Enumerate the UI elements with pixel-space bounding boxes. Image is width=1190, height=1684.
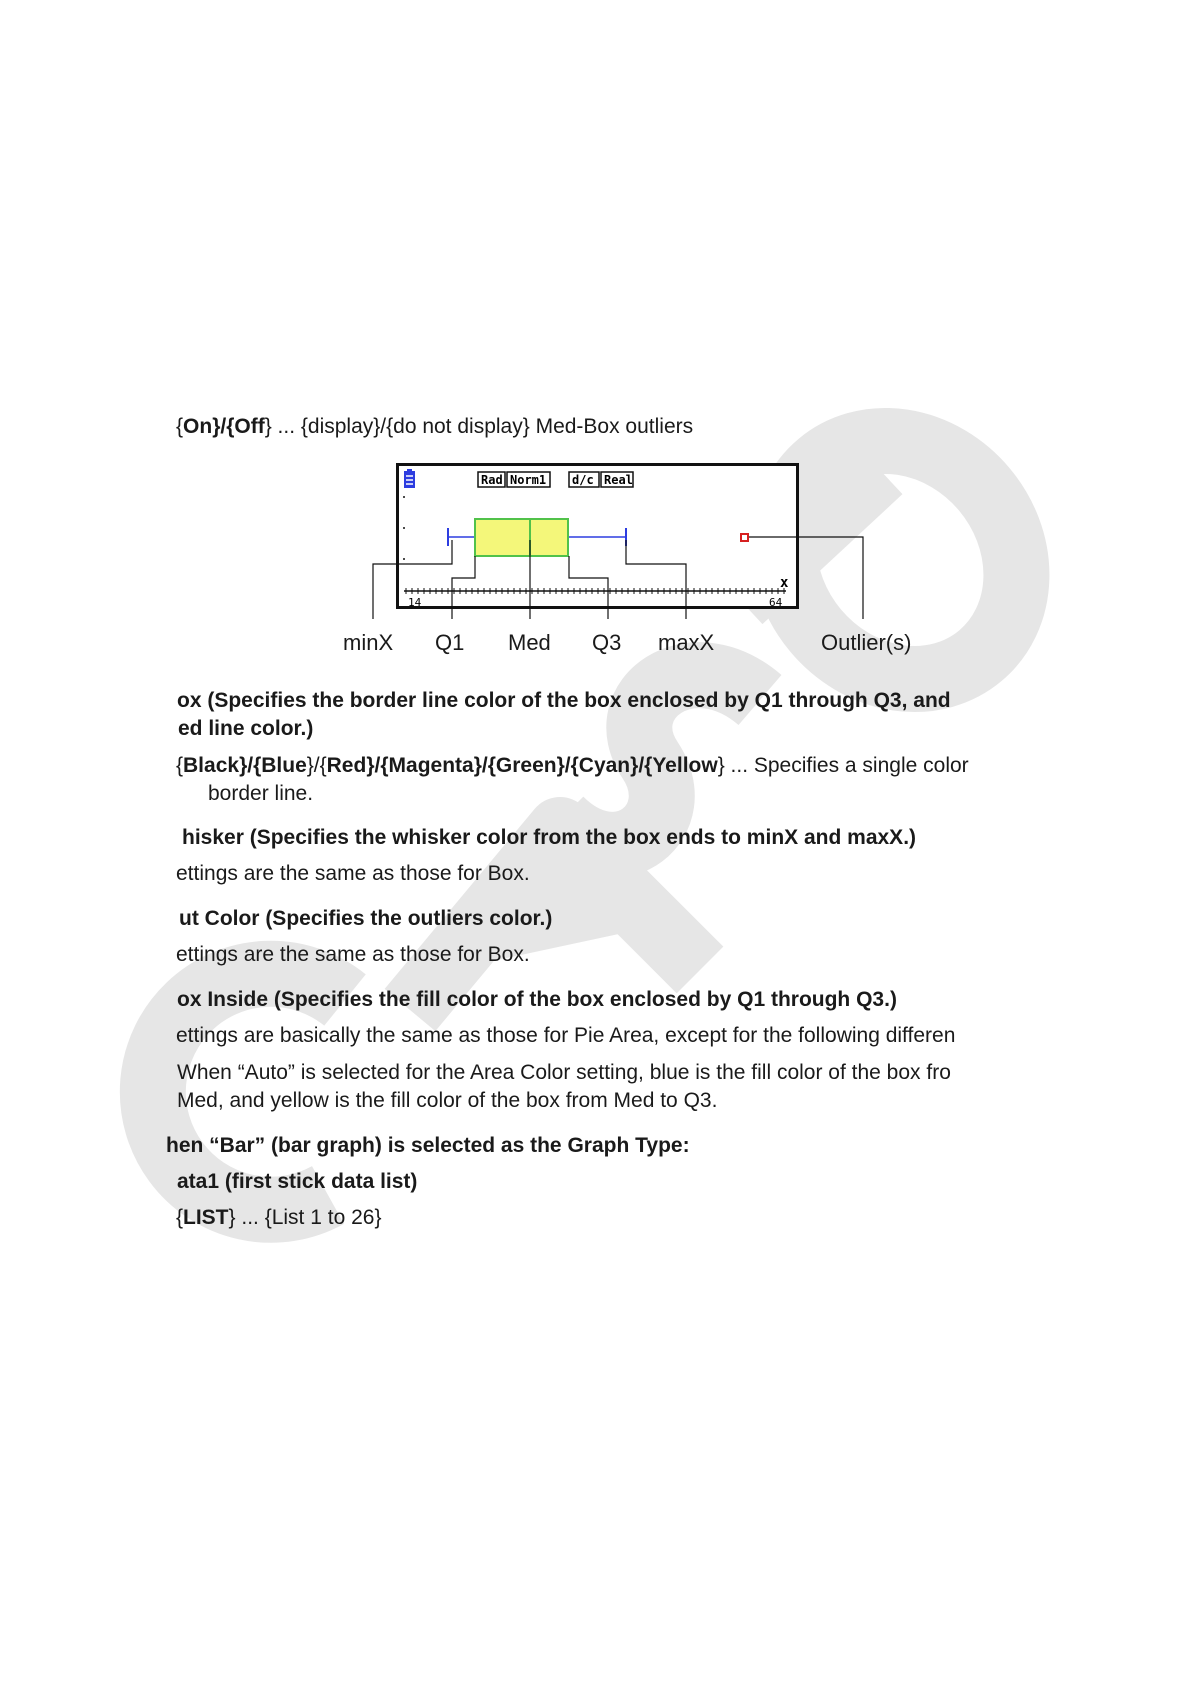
label-q3: Q3 xyxy=(592,630,622,655)
brace: { xyxy=(176,1206,184,1229)
label-med: Med xyxy=(508,630,551,655)
color-yellow: Yellow xyxy=(652,754,718,777)
color-green: Green xyxy=(495,754,557,777)
outcolor-text: ettings are the same as those for Box. xyxy=(176,943,530,966)
label-minX: minX xyxy=(343,630,394,655)
color-black: Black xyxy=(183,754,240,777)
status-dc-text: d/c xyxy=(572,473,594,487)
boxinside-auto-line1: When “Auto” is selected for the Area Color setting, blue is the fill color of the box fro xyxy=(177,1061,951,1084)
status-norm-text: Norm1 xyxy=(510,473,547,487)
status-rad-text: Rad xyxy=(481,473,503,487)
color-magenta: Magenta xyxy=(388,754,474,777)
list-description: } ... {List 1 to 26} xyxy=(228,1206,382,1229)
callout-outlier xyxy=(749,537,863,619)
option-off: Off xyxy=(234,415,265,438)
color-cyan: Cyan xyxy=(578,754,631,777)
color-blue: Blue xyxy=(261,754,307,777)
callout-maxX xyxy=(626,540,686,619)
color-red: Red xyxy=(326,754,367,777)
callout-q1 xyxy=(452,556,475,619)
option-description: } ... {display}/{do not display} Med-Box outliers xyxy=(264,415,694,438)
callout-minX xyxy=(373,540,452,619)
label-outliers: Outlier(s) xyxy=(821,630,912,655)
bar-heading: hen “Bar” (bar graph) is selected as the Graph Type: xyxy=(166,1134,690,1157)
status-real-text: Real xyxy=(604,473,633,487)
label-maxX: maxX xyxy=(658,630,715,655)
axis-letter: x xyxy=(780,575,789,591)
box-colors-line: {Black}/{Blue}/{Red}/{Magenta}/{Green}/{Cyan}/{Yellow} ... Specifies a single color xyxy=(176,754,969,777)
axis-min-label: 14 xyxy=(408,596,422,609)
label-q1: Q1 xyxy=(435,630,465,655)
option-on: On xyxy=(183,415,213,438)
separator: }/{ xyxy=(212,415,235,438)
box-colors-line2: border line. xyxy=(208,782,314,805)
outcolor-heading: ut Color (Specifies the outliers color.) xyxy=(179,907,553,930)
list-line xyxy=(176,1205,381,1231)
boxinside-auto-line2: Med, and yellow is the fill color of the box from Med to Q3. xyxy=(177,1089,718,1112)
colors-description: } ... Specifies a single color xyxy=(717,754,969,777)
box-heading-line1: ox (Specifies the border line color of the box enclosed by Q1 through Q3, and xyxy=(177,689,951,712)
box-heading-line2: ed line color.) xyxy=(178,717,314,740)
axis-max-label: 64 xyxy=(769,596,783,609)
boxinside-heading: ox Inside (Specifies the fill color of the box enclosed by Q1 through Q3.) xyxy=(177,988,897,1011)
whisker-text: ettings are the same as those for Box. xyxy=(176,862,530,885)
brace: { xyxy=(176,415,184,438)
list-keyword: LIST xyxy=(183,1206,229,1229)
callout-q3 xyxy=(569,556,608,619)
data1-heading: ata1 (first stick data list) xyxy=(177,1170,418,1193)
boxinside-text: ettings are basically the same as those for Pie Area, except for the following differen xyxy=(176,1024,956,1047)
whisker-heading: hisker (Specifies the whisker color from the box ends to minX and maxX.) xyxy=(182,826,917,849)
